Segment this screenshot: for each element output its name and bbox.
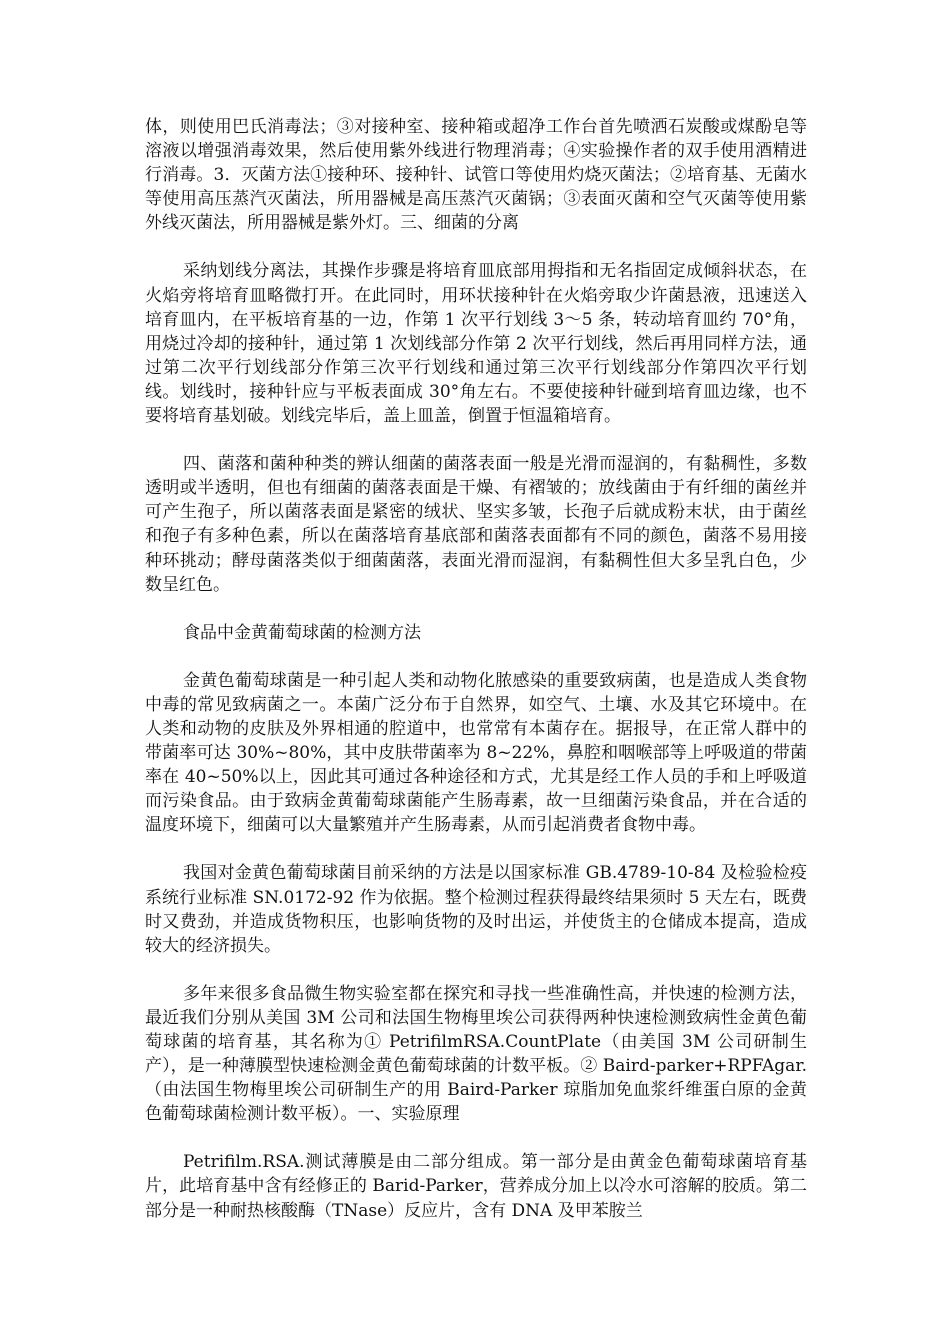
- document-page: [145, 115, 807, 1247]
- paragraph-streak-plate-method: 采纳划线分离法，其操作步骤是将培育皿底部用拇指和无名指固定成倾斜状态，在火焰旁将培育皿略微打开。在此同时，用环状接种针在火焰旁取少许菌悬液，迅速送入培育皿内，在平板培育基的一边，作第 1 次平行划线 3～5 条，转动培育皿约 70°角，用烧过冷却的接种针，通过第 1 次划线部分作第 2 次平行划线，然后再用同样方法，通过第二次平行划线部分作第三次平行划线和通过第三次平行划线部分作第四次平行划线。划线时，接种针应与平板表面成 30°角左右。不要使接种针碰到培育皿边缘，也不要将培育基划破。划线完毕后，盖上皿盖，倒置于恒温箱培育。: [145, 261, 807, 427]
- paragraph-colony-identification: 四、菌落和菌种种类的辨认细菌的菌落表面一般是光滑而湿润的，有黏稠性，多数透明或半透明，但也有细菌的菌落表面是干燥、有褶皱的；放线菌由于有纤细的菌丝并可产生孢子，所以菌落表面是紧密的绒状、坚实多皱，长孢子后就成粉末状，由于菌丝和孢子有多种色素，所以在菌落培育基底部和菌落表面都有不同的颜色，菌落不易用接种环挑动；酵母菌落类似于细菌菌落，表面光滑而湿润，有黏稠性但大多呈乳白色，少数呈红色。: [145, 454, 807, 595]
- paragraph-staphylococcus-intro: 金黄色葡萄球菌是一种引起人类和动物化脓感染的重要致病菌，也是造成人类食物中毒的常见致病菌之一。本菌广泛分布于自然界，如空气、土壤、水及其它环境中。在人类和动物的皮肤及外界相通的腔道中，也常常有本菌存在。据报导，在正常人群中的带菌率可达 30%~80%，其中皮肤带菌率为 8~22%，鼻腔和咽喉部等上呼吸道的带菌率在 40~50%以上，因此其可通过各种途径和方式，尤其是经工作人员的手和上呼吸道而污染食品。由于致病金黄葡萄球菌能产生肠毒素，故一旦细菌污染食品，并在合适的温度环境下，细菌可以大量繁殖并产生肠毒素，从而引起消费者食物中毒。: [145, 670, 807, 836]
- paragraph-petrifilm-principle: Petrifilm.RSA.测试薄膜是由二部分组成。第一部分是由黄金色葡萄球菌培育基片，此培育基中含有经修正的 Barid-Parker，营养成分加上以冷水可溶解的胶质。第二部分是一种耐热核酸酶（TNase）反应片，含有 DNA 及甲苯胺兰: [145, 1152, 807, 1221]
- paragraph-national-standard: 我国对金黄色葡萄球菌目前采纳的方法是以国家标准 GB.4789-10-84 及检验检疫系统行业标准 SN.0172-92 作为依据。整个检测过程获得最终结果须时 5 天左右，既费时又费劲，并造成货物积压，也影响货物的及时出运，并使货主的仓储成本提高，造成较大的经济损失。: [145, 863, 807, 956]
- section-heading: 食品中金黄葡萄球菌的检测方法: [183, 622, 421, 643]
- paragraph-rapid-methods: 多年来很多食品微生物实验室都在探究和寻找一些准确性高，并快速的检测方法，最近我们分别从美国 3M 公司和法国生物梅里埃公司获得两种快速检测致病性金黄色葡萄球菌的培育基，其名称为① PetrifilmRSA.CountPlate（由美国 3M 公司研制生产），是一种薄膜型快速检测金黄色葡萄球菌的计数平板。② Baird-parker+RPFAgar.（由法国生物梅里埃公司研制生产的用 Baird-Parker 琼脂加免血浆纤维蛋白原的金黄色葡萄球菌检测计数平板）。一、实验原理: [145, 983, 807, 1125]
- paragraph-disinfection-methods: 体，则使用巴氏消毒法；③对接种室、接种箱或超净工作台首先喷洒石炭酸或煤酚皂等溶液以增强消毒效果，然后使用紫外线进行物理消毒；④实验操作者的双手使用酒精进行消毒。3．灭菌方法①接种环、接种针、试管口等使用灼烧灭菌法；②培育基、无菌水等使用高压蒸汽灭菌法，所用器械是高压蒸汽灭菌锅；③表面灭菌和空气灭菌等使用紫外线灭菌法，所用器械是紫外灯。三、细菌的分离: [145, 117, 807, 234]
